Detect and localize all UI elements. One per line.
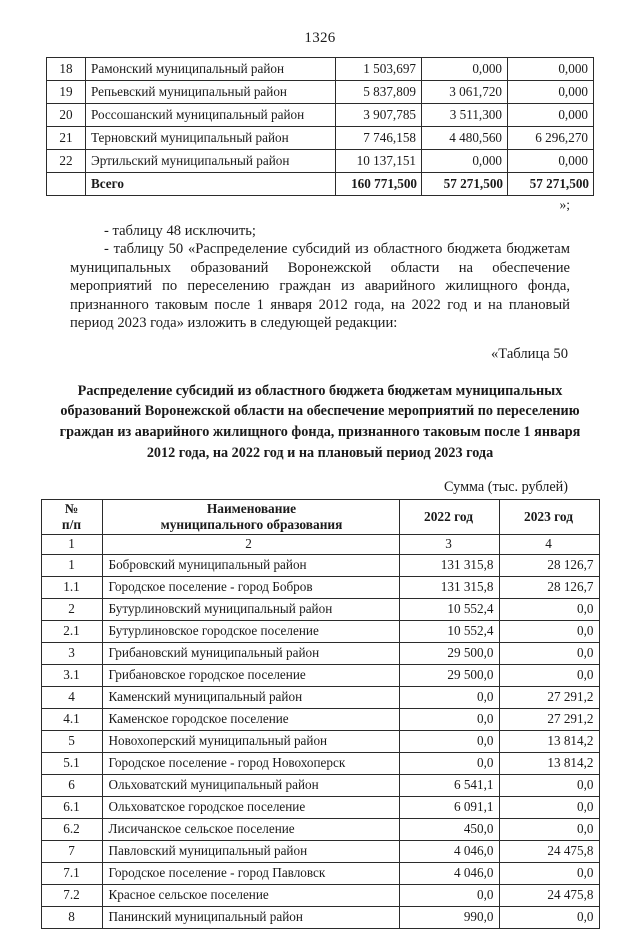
colnum-1: 1 — [41, 535, 102, 555]
cell-number: 19 — [47, 81, 86, 104]
cell-municipality: Рамонский муниципальный район — [86, 58, 336, 81]
cell-amount-2022: 4 046,0 — [399, 863, 499, 885]
cell-amount-2022: 6 541,1 — [399, 775, 499, 797]
cell-value-3: 6 296,270 — [508, 127, 594, 150]
table-50-label: «Таблица 50 — [490, 345, 568, 362]
table-row — [47, 104, 594, 127]
cell-amount-2022: 10 552,4 — [399, 621, 499, 643]
table-row — [47, 127, 594, 150]
cell-municipality: Павловский муниципальный район — [102, 841, 399, 863]
cell-amount-2022: 131 315,8 — [399, 555, 499, 577]
cell-value-3: 0,000 — [508, 104, 594, 127]
cell-amount-2022: 0,0 — [399, 687, 499, 709]
document-page — [0, 30, 640, 935]
cell-number: 21 — [47, 127, 86, 150]
colnum-4: 4 — [499, 535, 599, 555]
cell-number: 20 — [47, 104, 86, 127]
table-row — [41, 621, 599, 643]
header-name-line1: Наименование — [206, 501, 297, 517]
table-row — [41, 841, 599, 863]
cell-municipality: Лисичанское сельское поселение — [102, 819, 399, 841]
cell-municipality: Ольховатское городское поселение — [102, 797, 399, 819]
paragraph-amend-table-50: - таблицу 50 «Распределение субсидий из областного бюджета бюджетам муниципальных образований Воронежской области на обеспечение мероприятий по переселению граждан из аварийного жилищного фонда, признанного таковым после 1 января 2012 года, на 2022 год и на плановый период 2023 года» изложить в следующей редакции: — [70, 241, 570, 332]
cell-row-number: 7 — [41, 841, 102, 863]
table-heading: Распределение субсидий из областного бюджета бюджетам муниципальных образований Воронежской области на обеспечение мероприятий по переселению граждан из аварийного жилищного фонда, признанного таковым после 1 января 2012 года, на 2022 год и на плановый период 2023 года — [59, 382, 581, 461]
cell-amount-2022: 6 091,1 — [399, 797, 499, 819]
cell-row-number: 8 — [41, 907, 102, 929]
total-value-2: 57 271,500 — [422, 173, 508, 196]
cell-municipality: Ольховатский муниципальный район — [102, 775, 399, 797]
header-year-2022: 2022 год — [399, 500, 499, 535]
table-row — [41, 797, 599, 819]
cell-value-1: 3 907,785 — [336, 104, 422, 127]
cell-municipality: Городское поселение - город Павловск — [102, 863, 399, 885]
cell-municipality: Грибановское городское поселение — [102, 665, 399, 687]
header-np-line1: № — [64, 501, 79, 517]
cell-municipality: Грибановский муниципальный район — [102, 643, 399, 665]
table-row — [41, 775, 599, 797]
cell-amount-2023: 0,0 — [499, 643, 599, 665]
cell-row-number: 4 — [41, 687, 102, 709]
cell-value-2: 0,000 — [422, 58, 508, 81]
table-row — [41, 687, 599, 709]
cell-amount-2022: 4 046,0 — [399, 841, 499, 863]
paragraph-exclude-table-48: - таблицу 48 исключить; — [104, 223, 256, 239]
cell-amount-2023: 28 126,7 — [499, 555, 599, 577]
cell-municipality: Городское поселение - город Новохоперск — [102, 753, 399, 775]
cell-amount-2023: 0,0 — [499, 775, 599, 797]
header-year-2023: 2023 год — [499, 500, 599, 535]
cell-row-number: 2.1 — [41, 621, 102, 643]
cell-amount-2022: 29 500,0 — [399, 665, 499, 687]
main-table-body — [41, 555, 599, 929]
cell-row-number: 6 — [41, 775, 102, 797]
table-total-row — [47, 173, 594, 196]
cell-amount-2023: 27 291,2 — [499, 709, 599, 731]
header-np-line2: п/п — [61, 517, 82, 533]
cell-municipality: Бобровский муниципальный район — [102, 555, 399, 577]
cell-row-number: 2 — [41, 599, 102, 621]
cell-value-3: 0,000 — [508, 58, 594, 81]
main-table-head — [41, 500, 599, 555]
table-row — [41, 709, 599, 731]
table-row — [47, 58, 594, 81]
table-row — [41, 643, 599, 665]
cell-amount-2022: 0,0 — [399, 885, 499, 907]
header-name — [102, 500, 399, 535]
cell-amount-2023: 0,0 — [499, 819, 599, 841]
cell-municipality: Россошанский муниципальный район — [86, 104, 336, 127]
table-row — [41, 863, 599, 885]
cell-amount-2023: 0,0 — [499, 797, 599, 819]
cell-value-1: 7 746,158 — [336, 127, 422, 150]
table-row — [41, 885, 599, 907]
header-row — [41, 500, 599, 535]
cell-amount-2023: 28 126,7 — [499, 577, 599, 599]
cell-amount-2023: 0,0 — [499, 621, 599, 643]
body-text-block — [70, 222, 570, 333]
cell-value-3: 0,000 — [508, 150, 594, 173]
header-name-line2: муниципального образования — [160, 517, 343, 533]
colnum-2: 2 — [102, 535, 399, 555]
cell-amount-2022: 10 552,4 — [399, 599, 499, 621]
cell-row-number: 7.1 — [41, 863, 102, 885]
cell-amount-2022: 0,0 — [399, 753, 499, 775]
cell-row-number: 1 — [41, 555, 102, 577]
table-row — [47, 150, 594, 173]
table-row — [41, 665, 599, 687]
page-number: 1326 — [304, 30, 336, 46]
cell-amount-2022: 29 500,0 — [399, 643, 499, 665]
table-row — [41, 599, 599, 621]
cell-municipality: Репьевский муниципальный район — [86, 81, 336, 104]
cell-amount-2023: 0,0 — [499, 665, 599, 687]
cell-number: 22 — [47, 150, 86, 173]
cell-municipality: Каменское городское поселение — [102, 709, 399, 731]
cell-municipality: Эртильский муниципальный район — [86, 150, 336, 173]
cell-value-2: 0,000 — [422, 150, 508, 173]
table-row — [41, 753, 599, 775]
cell-number-empty — [47, 173, 86, 196]
cell-value-1: 1 503,697 — [336, 58, 422, 81]
cell-municipality: Бутурлиновское городское поселение — [102, 621, 399, 643]
continued-subsidies-table — [46, 57, 594, 196]
cell-amount-2022: 0,0 — [399, 731, 499, 753]
cell-amount-2023: 24 475,8 — [499, 885, 599, 907]
sum-units-caption: Сумма (тыс. рублей) — [444, 479, 568, 496]
cell-value-3: 0,000 — [508, 81, 594, 104]
cell-municipality: Панинский муниципальный район — [102, 907, 399, 929]
cell-value-2: 3 511,300 — [422, 104, 508, 127]
cell-amount-2023: 13 814,2 — [499, 731, 599, 753]
cell-amount-2023: 0,0 — [499, 599, 599, 621]
cell-row-number: 1.1 — [41, 577, 102, 599]
cell-row-number: 3 — [41, 643, 102, 665]
cell-row-number: 5 — [41, 731, 102, 753]
cell-row-number: 6.2 — [41, 819, 102, 841]
column-numbering-row — [41, 535, 599, 555]
total-value-1: 160 771,500 — [336, 173, 422, 196]
table-row — [41, 555, 599, 577]
cell-municipality: Новохоперский муниципальный район — [102, 731, 399, 753]
closing-quote-mark: »; — [559, 197, 570, 212]
total-value-3: 57 271,500 — [508, 173, 594, 196]
cell-number: 18 — [47, 58, 86, 81]
cell-amount-2023: 24 475,8 — [499, 841, 599, 863]
cell-row-number: 5.1 — [41, 753, 102, 775]
table-row — [41, 819, 599, 841]
cell-value-2: 3 061,720 — [422, 81, 508, 104]
cell-amount-2022: 990,0 — [399, 907, 499, 929]
cell-value-1: 5 837,809 — [336, 81, 422, 104]
cell-row-number: 7.2 — [41, 885, 102, 907]
cell-amount-2022: 0,0 — [399, 709, 499, 731]
cell-municipality: Бутурлиновский муниципальный район — [102, 599, 399, 621]
cell-amount-2023: 0,0 — [499, 863, 599, 885]
cell-value-1: 10 137,151 — [336, 150, 422, 173]
subsidies-distribution-table — [41, 499, 600, 929]
cell-municipality: Красное сельское поселение — [102, 885, 399, 907]
table-row — [41, 907, 599, 929]
colnum-3: 3 — [399, 535, 499, 555]
header-np — [41, 500, 102, 535]
table-row — [41, 577, 599, 599]
total-label: Всего — [86, 173, 336, 196]
cell-amount-2023: 13 814,2 — [499, 753, 599, 775]
cell-row-number: 3.1 — [41, 665, 102, 687]
cell-amount-2022: 131 315,8 — [399, 577, 499, 599]
cell-row-number: 4.1 — [41, 709, 102, 731]
table-row — [47, 81, 594, 104]
cell-amount-2023: 27 291,2 — [499, 687, 599, 709]
continued-table-body — [47, 58, 594, 196]
cell-amount-2022: 450,0 — [399, 819, 499, 841]
cell-municipality: Городское поселение - город Бобров — [102, 577, 399, 599]
cell-row-number: 6.1 — [41, 797, 102, 819]
cell-municipality: Каменский муниципальный район — [102, 687, 399, 709]
cell-municipality: Терновский муниципальный район — [86, 127, 336, 150]
cell-value-2: 4 480,560 — [422, 127, 508, 150]
table-row — [41, 731, 599, 753]
cell-amount-2023: 0,0 — [499, 907, 599, 929]
